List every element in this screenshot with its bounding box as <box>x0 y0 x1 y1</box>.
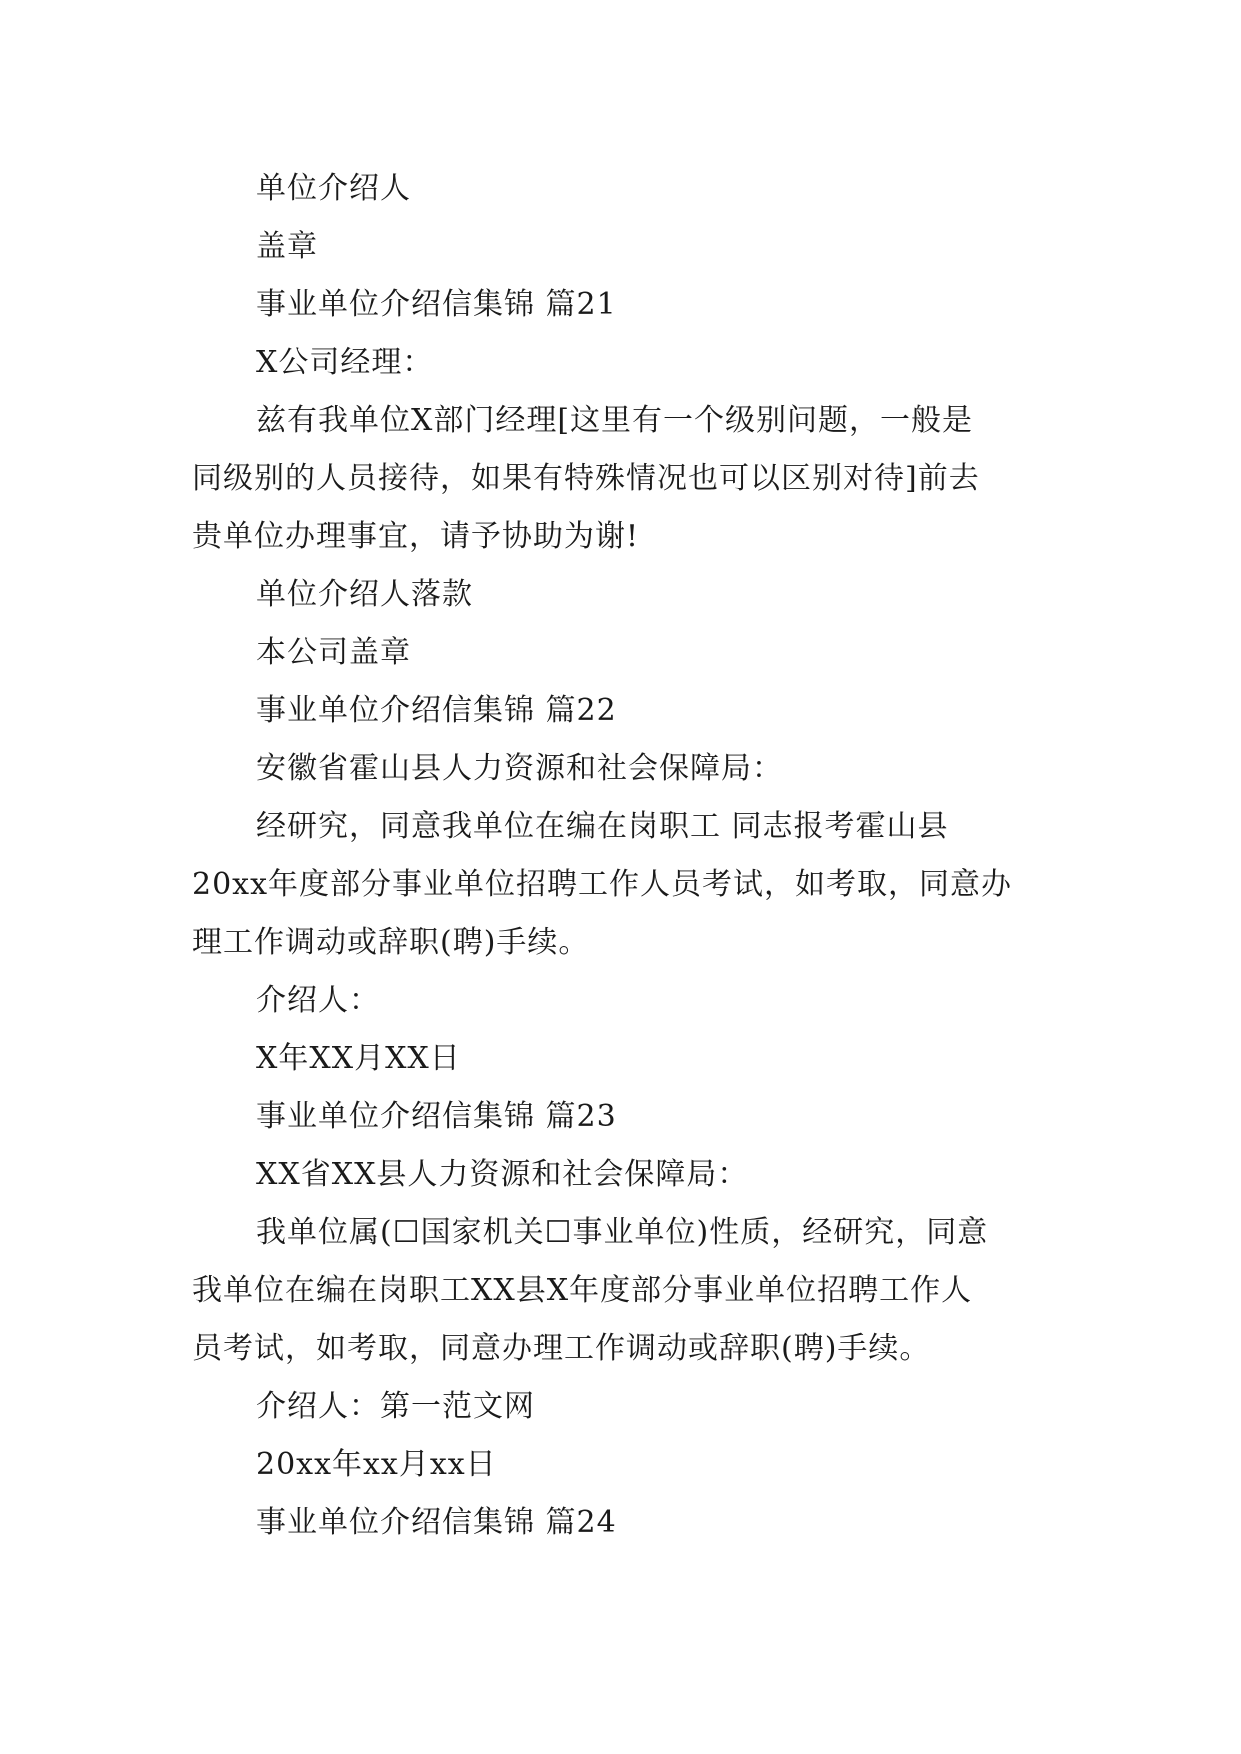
body-paragraph-22-line-3: 理工作调动或辞职(聘)手续。 <box>192 925 590 960</box>
salutation-22: 安徽省霍山县人力资源和社会保障局： <box>256 751 783 786</box>
body-paragraph-21-line-1: 兹有我单位X部门经理[这里有一个级别问题，一般是 <box>256 403 974 438</box>
body-paragraph-23 <box>192 1204 1062 1378</box>
date-22: X年XX月XX日 <box>256 1041 461 1076</box>
body-paragraph-23-line-1: 我单位属(☐国家机关☐事业单位)性质，经研究，同意 <box>256 1215 989 1250</box>
introducer-label-22: 介绍人： <box>256 983 380 1018</box>
body-paragraph-22-line-2: 20xx年度部分事业单位招聘工作人员考试，如考取，同意办 <box>192 867 1013 902</box>
body-paragraph-23-line-3: 员考试，如考取，同意办理工作调动或辞职(聘)手续。 <box>192 1331 931 1366</box>
introducer-label: 单位介绍人 <box>256 171 411 206</box>
body-paragraph-22 <box>192 798 1062 972</box>
body-paragraph-21-line-2: 同级别的人员接待，如果有特殊情况也可以区别对待]前去 <box>192 461 980 496</box>
signature-label-21: 单位介绍人落款 <box>256 577 473 612</box>
section-heading-23: 事业单位介绍信集锦 篇23 <box>256 1099 617 1134</box>
section-heading-22: 事业单位介绍信集锦 篇22 <box>256 693 617 728</box>
body-paragraph-23-line-2: 我单位在编在岗职工XX县X年度部分事业单位招聘工作人 <box>192 1273 973 1308</box>
company-stamp-label: 本公司盖章 <box>256 635 411 670</box>
body-paragraph-22-line-1: 经研究，同意我单位在编在岗职工 同志报考霍山县 <box>256 809 949 844</box>
body-paragraph-21-line-3: 贵单位办理事宜，请予协助为谢! <box>192 519 640 554</box>
section-heading-24: 事业单位介绍信集锦 篇24 <box>256 1505 617 1540</box>
salutation-21: X公司经理： <box>256 345 434 380</box>
introducer-label-23: 介绍人：第一范文网 <box>256 1389 535 1424</box>
body-paragraph-21 <box>192 392 1062 566</box>
salutation-23: XX省XX县人力资源和社会保障局： <box>256 1157 749 1192</box>
document-body <box>192 160 1062 1552</box>
section-heading-21: 事业单位介绍信集锦 篇21 <box>256 287 617 322</box>
date-23: 20xx年xx月xx日 <box>256 1447 497 1482</box>
stamp-label: 盖章 <box>256 229 318 264</box>
